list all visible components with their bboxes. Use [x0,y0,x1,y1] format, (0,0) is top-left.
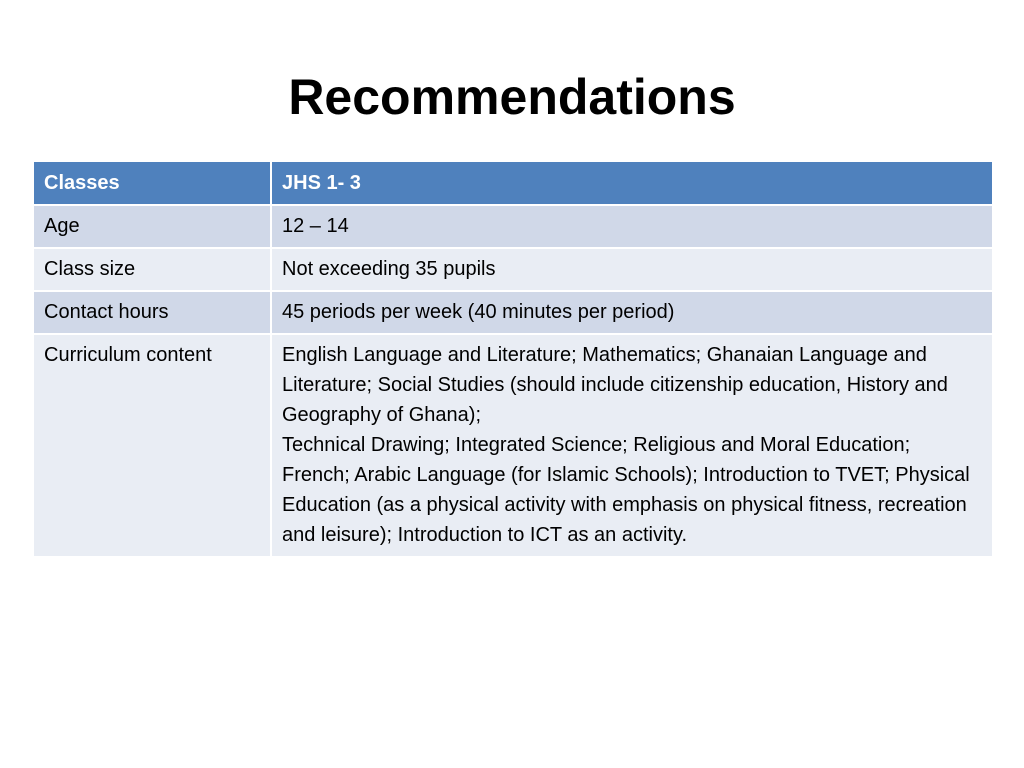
row-label: Curriculum content [33,334,271,557]
row-value-line: Not exceeding 35 pupils [282,258,496,280]
row-value [271,291,993,334]
row-value-line: 45 periods per week (40 minutes per period) [282,301,675,323]
table-row [33,205,993,248]
row-value [271,248,993,291]
slide-title: Recommendations [288,69,736,125]
row-label: Class size [33,248,271,291]
row-value-line: French; Arabic Language (for Islamic Schools); Introduction to TVET; Physical Education (as a physical activity with emphasis on physical fitness, recreation and leisure); Introduction to ICT as an activity. [282,464,970,546]
table-row [33,248,993,291]
table-row [33,334,993,557]
row-value-line: Technical Drawing; Integrated Science; Religious and Moral Education; [282,434,911,456]
recommendations-table [32,160,994,558]
row-value [271,205,993,248]
row-value [271,334,993,557]
table-header-row [33,161,993,205]
table-row [33,291,993,334]
row-value-line: 12 – 14 [282,215,349,237]
row-value-line: English Language and Literature; Mathematics; Ghanaian Language and Literature; Social Studies (should include citizenship education, History and Geography of Ghana); [282,344,948,426]
row-label: Age [33,205,271,248]
row-label: Contact hours [33,291,271,334]
header-cell-jhs: JHS 1- 3 [271,161,993,205]
header-cell-classes: Classes [33,161,271,205]
